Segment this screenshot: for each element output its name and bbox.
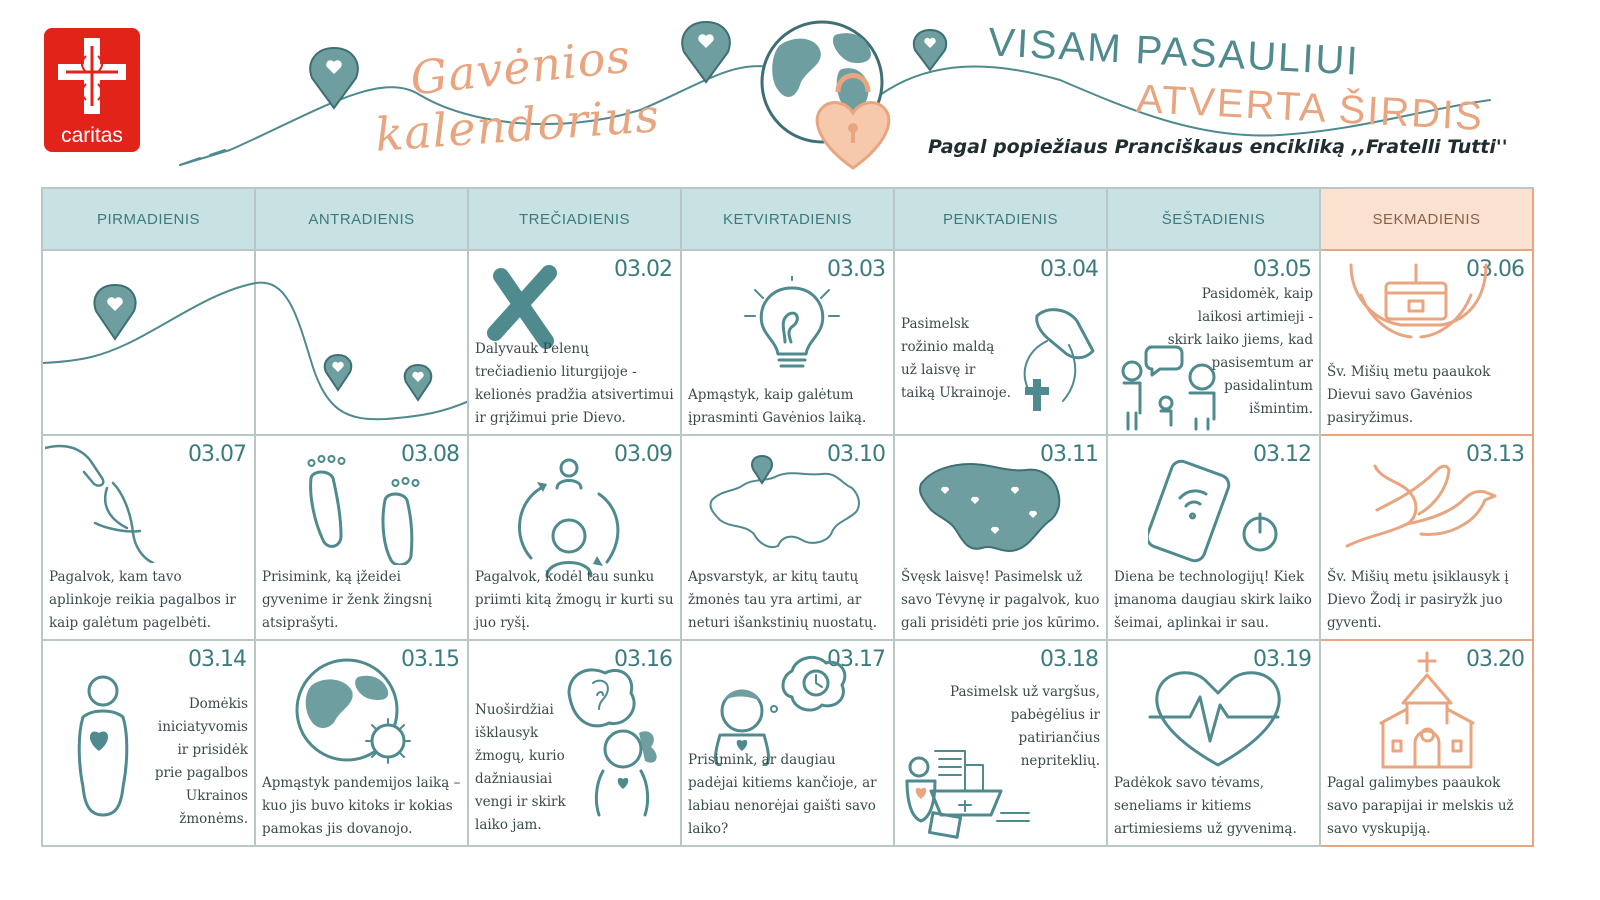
day-cell-0311 [895, 436, 1108, 641]
date-label: 03.17 [827, 647, 885, 672]
cell-text: Dalyvauk Pelenų trečiadienio liturgijoje - kelionės pradžia atsivertimui ir grįžimui prie Dievo. [475, 341, 674, 426]
day-cell-0312 [1108, 436, 1321, 641]
cell-text: Švęsk laisvę! Pasimelsk už savo Tėvynę ir pagalvok, kuo gali prisidėti prie jos kūrimo. [901, 569, 1100, 631]
day-cell-0320 [1321, 641, 1534, 847]
rosary-hand-icon [1007, 301, 1103, 431]
empty-cell-monday [43, 251, 256, 436]
relationship-cycle-icon [511, 458, 631, 578]
day-cell-0303 [682, 251, 895, 436]
day-cell-0316 [469, 641, 682, 847]
subtitle: Pagal popiežiaus Pranciškaus encikliką ,,Fratelli Tutti'' [928, 136, 1508, 158]
map-pin-icon [95, 285, 136, 339]
date-label: 03.18 [1040, 647, 1098, 672]
day-header-monday: PIRMADIENIS [43, 189, 256, 251]
date-label: 03.02 [614, 257, 672, 282]
day-cell-0305 [1108, 251, 1321, 436]
church-icon [1373, 649, 1483, 769]
day-cell-0309 [469, 436, 682, 641]
date-label: 03.06 [1466, 257, 1524, 282]
footprints-icon [301, 450, 451, 565]
path-line-decoration [256, 251, 469, 436]
path-line-decoration [43, 251, 256, 436]
person-with-heart-icon [69, 671, 139, 821]
cell-text: Domėkis iniciatyvomis ir prisidėk prie pagalbos Ukrainos žmonėms. [154, 696, 248, 827]
cell-text: Apmąstyk pandemijos laiką – kuo jis buvo kitoks ir kokias pamokas jis dovanojo. [262, 775, 461, 837]
day-header-tuesday: ANTRADIENIS [256, 189, 469, 251]
calendar-title-line2: kalendorius [373, 88, 662, 162]
date-label: 03.05 [1253, 257, 1311, 282]
empty-cell-tuesday [256, 251, 469, 436]
cell-text: Nuoširdžiai išklausyk žmogų, kurio dažniausiai vengi ir skirk laiko jam. [475, 702, 566, 833]
helping-hands-icon [45, 438, 175, 563]
day-header-sunday: SEKMADIENIS [1321, 189, 1534, 251]
day-cell-0307 [43, 436, 256, 641]
date-label: 03.14 [188, 647, 246, 672]
day-cell-0310 [682, 436, 895, 641]
lightbulb-icon [737, 276, 847, 371]
cell-text: Padėkok savo tėvams, seneliams ir kitiems artimiesiems už gyvenimą. [1114, 775, 1297, 837]
calendar-title-line1: Gavėnios [407, 28, 634, 106]
day-cell-0318 [895, 641, 1108, 847]
day-header-thursday: KETVIRTADIENIS [682, 189, 895, 251]
date-label: 03.04 [1040, 257, 1098, 282]
cell-text: Pasimelsk už vargšus, pabėgėlius ir patiriančius nepriteklių. [950, 684, 1100, 769]
day-cell-0306 [1321, 251, 1534, 436]
date-label: 03.03 [827, 257, 885, 282]
date-label: 03.16 [614, 647, 672, 672]
cell-text: Pasimelsk rožinio maldą už laisvę ir taiką Ukrainoje. [901, 316, 1011, 401]
date-label: 03.07 [188, 442, 246, 467]
cell-text: Šv. Mišių metu įsiklausyk į Dievo Žodį ir pasiryžk juo gyventi. [1327, 569, 1509, 631]
cell-text: Pagalvok, kodėl tau sunku priimti kitą žmogų ir kurti su juo ryšį. [475, 569, 674, 631]
map-pin-icon [310, 48, 357, 108]
cell-text: Pasidomėk, kaip laikosi artimieji - skirk laiko jiems, kad pasisemtum ar pasidalintum išmintim. [1167, 286, 1313, 417]
day-header-friday: PENKTADIENIS [895, 189, 1108, 251]
offering-hands-icon [1341, 255, 1491, 350]
slogan-line1: VISAM PASAULIUI [987, 20, 1361, 84]
day-cell-0314 [43, 641, 256, 847]
day-header-wednesday: TREČIADIENIS [469, 189, 682, 251]
date-label: 03.09 [614, 442, 672, 467]
cell-text: Pagalvok, kam tavo aplinkoje reikia pagalbos ir kaip galėtum pagelbėti. [49, 569, 236, 631]
date-label: 03.08 [401, 442, 459, 467]
phone-off-icon [1148, 456, 1288, 566]
cell-text: Prisimink, ką įžeidei gyvenime ir ženk žingsnį atsiprašyti. [262, 569, 433, 631]
map-pin-icon [325, 355, 352, 390]
logo-label: caritas [61, 124, 123, 147]
day-cell-0317 [682, 641, 895, 847]
date-label: 03.11 [1040, 442, 1098, 467]
cell-text: Prisimink, ar daugiau padėjai kitiems kančioje, ar labiau nenorėjai gaišti savo laiko? [688, 752, 877, 837]
day-cell-0313 [1321, 436, 1534, 641]
heartbeat-heart-icon [1148, 661, 1288, 771]
ukraine-map-icon [708, 452, 868, 567]
listening-girl-icon [561, 663, 671, 823]
lithuania-map-icon [915, 454, 1075, 564]
day-header-saturday: ŠEŠTADIENIS [1108, 189, 1321, 251]
cell-text: Apmąstyk, kaip galėtum įprasminti Gavėnios laiką. [688, 387, 867, 426]
date-label: 03.13 [1466, 442, 1524, 467]
date-label: 03.15 [401, 647, 459, 672]
date-label: 03.12 [1253, 442, 1311, 467]
map-pin-icon [405, 365, 432, 400]
cell-text: Šv. Mišių metu paaukok Dievui savo Gavėnios pasiryžimus. [1327, 364, 1491, 426]
cell-text: Diena be technologijų! Kiek įmanoma daugiau skirk laiko šeimai, aplinkai ir sau. [1114, 569, 1312, 631]
day-cell-0302 [469, 251, 682, 436]
day-cell-0315 [256, 641, 469, 847]
cell-text: Pagal galimybes paaukok savo parapijai ir melskis už savo vyskupiją. [1327, 775, 1514, 837]
slogan-line2: ATVERTA ŠIRDIS [1135, 76, 1486, 140]
calendar-grid [41, 187, 1534, 847]
day-cell-0304 [895, 251, 1108, 436]
dove-icon [1337, 450, 1497, 560]
cell-text: Apsvarstyk, ar kitų tautų žmonės tau yra artimi, ar neturi išankstinių nuostatų. [688, 569, 878, 631]
date-label: 03.20 [1466, 647, 1524, 672]
globe-virus-icon [292, 655, 422, 770]
date-label: 03.19 [1253, 647, 1311, 672]
date-label: 03.10 [827, 442, 885, 467]
day-cell-0308 [256, 436, 469, 641]
day-cell-0319 [1108, 641, 1321, 847]
map-pin-icon [914, 30, 946, 70]
